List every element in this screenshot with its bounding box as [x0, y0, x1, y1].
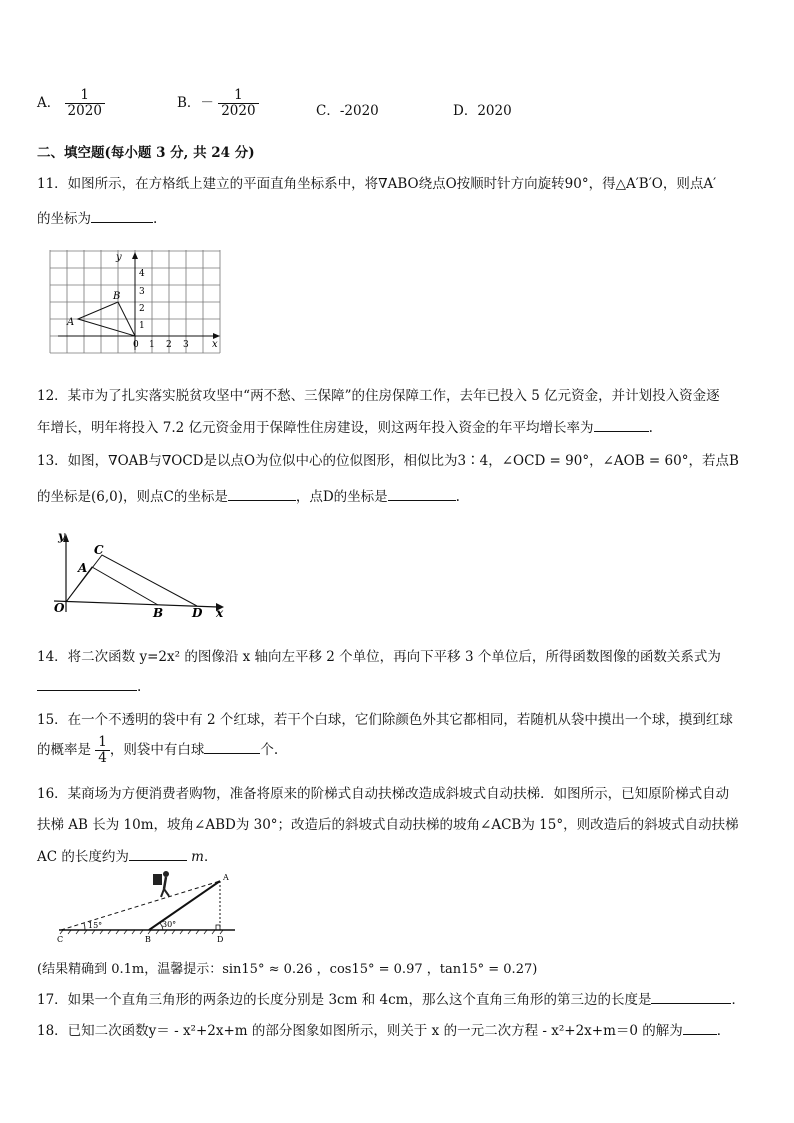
- q13-line1: 13．如图，∇OAB与∇OCD是以点O为位似中心的位似图形，相似比为3∶4，∠OCD = 90°，∠AOB = 60°，若点B: [37, 453, 739, 469]
- q11-axes: [58, 252, 220, 350]
- y-tick-3: 3: [139, 287, 145, 297]
- slope-ac: [61, 881, 220, 930]
- q13-line2: 的坐标是(6,0)，则点C的坐标是 ，点D的坐标是 .: [37, 489, 460, 505]
- option-c: C．-2020: [316, 103, 379, 119]
- angle-30-label: 30°: [162, 920, 177, 929]
- option-d: D．2020: [453, 103, 512, 119]
- y-axis-label: y: [58, 529, 65, 543]
- x-tick-2: 2: [166, 340, 172, 350]
- option-a-label: A．: [37, 95, 61, 111]
- q16-escalator-figure: [55, 866, 255, 948]
- q11-line1: 11．如图所示，在方格纸上建立的平面直角坐标系中，将∇ABO绕点O按顺时针方向旋转90°，得△A′B′O，则点A′: [37, 176, 717, 192]
- point-a-label: A: [78, 561, 88, 575]
- q12-line2: 年增长，明年将投入 7.2 亿元资金用于保障性住房建设，则这两年投入资金的年平均增长率为 .: [37, 420, 653, 436]
- q18-line1: 18．已知二次函数y＝ - x²+2x+m 的部分图象如图所示，则关于 x 的一元二次方程 - x²+2x+m＝0 的解为 ．: [37, 1023, 731, 1039]
- q15-answer-blank[interactable]: [204, 740, 260, 754]
- x-axis-label: x: [212, 339, 218, 350]
- q13-answer-d-blank[interactable]: [388, 487, 456, 501]
- q11-answer-blank[interactable]: [91, 209, 153, 223]
- q16-line2: 扶梯 AB 长为 10m，坡角∠ABD为 30°；改造后的斜坡式自动扶梯的坡角∠ACB为 15°，则改造后的斜坡式自动扶梯: [37, 817, 739, 833]
- option-b-sign: －: [200, 95, 214, 111]
- q13-answer-c-blank[interactable]: [228, 487, 296, 501]
- x-tick-1: 1: [149, 340, 155, 350]
- y-tick-2: 2: [139, 304, 145, 314]
- q16-line3: AC 的长度约为 m．: [37, 849, 218, 865]
- option-b: [177, 88, 259, 119]
- section-heading: 二、填空题(每小题 3 分, 共 24 分): [37, 145, 255, 161]
- point-b-label: B: [113, 291, 121, 302]
- q14-answer-blank[interactable]: [37, 677, 137, 691]
- point-d-label: D: [192, 606, 203, 620]
- option-b-fraction: $\frac{1}{2020}$: [218, 88, 258, 119]
- point-c-label: C: [94, 543, 104, 557]
- q17-line1: 17．如果一个直角三角形的两条边的长度分别是 3cm 和 4cm，那么这个直角三角形的第三边的长度是 ．: [37, 992, 745, 1008]
- q16-line1: 16．某商场为方便消费者购物，准备将原来的阶梯式自动扶梯改造成斜坡式自动扶梯．如图所示，已知原阶梯式自动: [37, 786, 730, 802]
- q12-answer-blank[interactable]: [594, 418, 649, 432]
- point-o-label: O: [54, 601, 65, 615]
- q15-line1: 15．在一个不透明的袋中有 2 个红球，若干个白球，它们除颜色外其它都相同，若随机从袋中摸出一个球，摸到红球: [37, 712, 733, 728]
- q14-line2: .: [37, 677, 141, 695]
- q17-answer-blank[interactable]: [651, 990, 731, 1004]
- point-c-label: C: [57, 935, 64, 944]
- q11-line2: 的坐标为 .: [37, 211, 158, 227]
- point-b-label: B: [145, 935, 151, 944]
- q11-grid-figure: [40, 250, 230, 362]
- q14-line1: 14．将二次函数 y=2x² 的图像沿 x 轴向左平移 2 个单位，再向下平移 3 个单位后，所得函数图像的函数关系式为: [37, 649, 721, 665]
- y-axis-arrow-icon: [132, 252, 138, 259]
- q18-answer-blank[interactable]: [683, 1021, 717, 1035]
- point-a-label: A: [67, 317, 75, 328]
- q16-answer-blank[interactable]: [129, 847, 187, 861]
- point-a-label: A: [223, 873, 229, 882]
- q12-line1: 12．某市为了扎实落实脱贫攻坚中“两不愁、三保障”的住房保障工作，去年已投入 5 亿元资金，并计划投入资金逐: [37, 388, 720, 404]
- q15-line2: 的概率是 $\frac{1}{4}$ ，则袋中有白球 个.: [37, 734, 279, 766]
- point-b-label: B: [153, 606, 164, 620]
- option-a: [37, 88, 105, 119]
- x-tick-3: 3: [183, 340, 189, 350]
- q13-similar-triangles-figure: [40, 528, 240, 620]
- x-axis-label: x: [216, 606, 224, 620]
- option-b-label: B．: [177, 95, 201, 111]
- y-tick-4: 4: [139, 269, 145, 279]
- q16-note: (结果精确到 0.1m，温馨提示：sin15° ≈ 0.26 ，cos15° = 0.97 ，tan15° = 0.27): [37, 962, 538, 977]
- x-tick-0: 0: [133, 340, 139, 350]
- point-d-label: D: [217, 935, 224, 944]
- y-axis-label: y: [116, 252, 122, 263]
- option-a-fraction: $\frac{1}{2020}$: [65, 88, 105, 119]
- angle-15-label: 15°: [88, 921, 103, 930]
- person-icon: [153, 871, 169, 897]
- q15-probability-fraction: $\frac{1}{4}$: [95, 735, 110, 766]
- angle-15-arc: [84, 923, 85, 930]
- y-tick-1: 1: [139, 321, 145, 331]
